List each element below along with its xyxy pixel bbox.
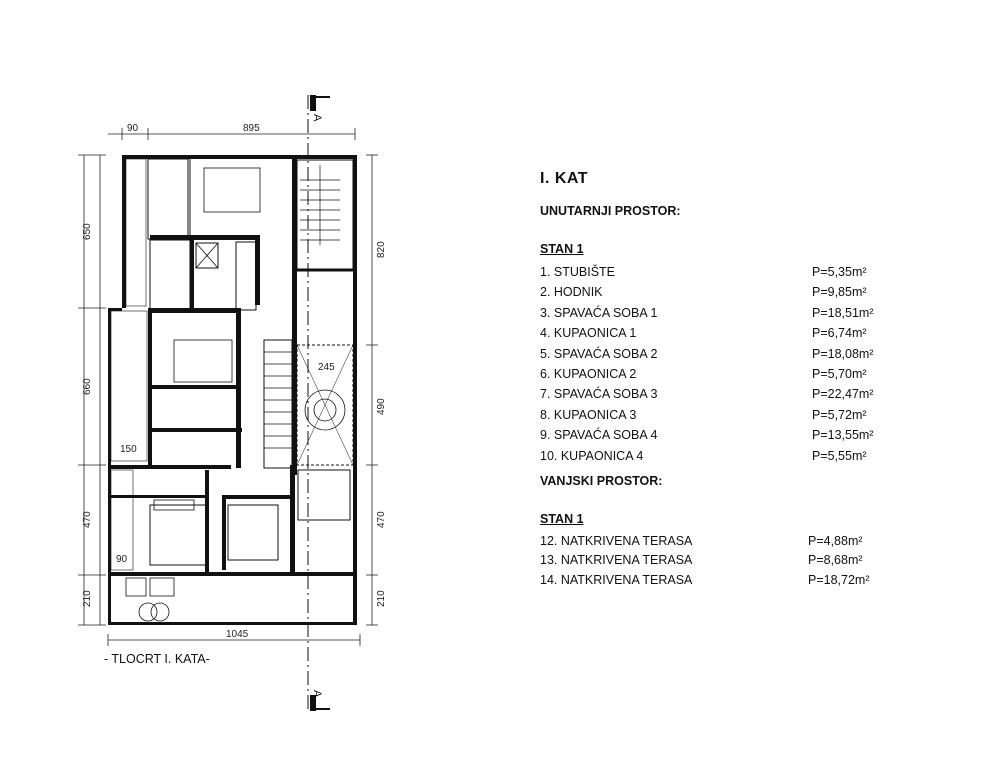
legend-title: I. KAT bbox=[540, 170, 589, 187]
room-row bbox=[540, 384, 876, 404]
room-name: 7. SPAVAĆA SOBA 3 bbox=[540, 387, 658, 402]
room-name: 3. SPAVAĆA SOBA 1 bbox=[540, 305, 658, 320]
room-legend bbox=[540, 170, 900, 590]
room-row bbox=[540, 364, 876, 384]
room-area: P=5,72m² bbox=[812, 407, 867, 422]
dimension-top bbox=[108, 123, 355, 140]
terrace-name: 12. NATKRIVENA TERASA bbox=[540, 533, 693, 548]
dim-left-210: 210 bbox=[82, 590, 93, 607]
section-marker-bottom: A bbox=[311, 690, 323, 698]
exterior-unit: STAN 1 bbox=[540, 511, 584, 526]
dim-inner-245: 245 bbox=[318, 362, 335, 373]
room-name: 1. STUBIŠTE bbox=[540, 265, 616, 279]
terrace-area: P=4,88m² bbox=[808, 533, 863, 548]
interior-room-list bbox=[540, 262, 900, 466]
room-area: P=18,51m² bbox=[812, 305, 874, 320]
terrace-name: 13. NATKRIVENA TERASA bbox=[540, 553, 693, 568]
room-name: 4. KUPAONICA 1 bbox=[540, 326, 637, 341]
room-row bbox=[540, 303, 876, 323]
terrace-row bbox=[540, 551, 872, 571]
dim-left-470: 470 bbox=[82, 511, 93, 528]
room-area: P=5,70m² bbox=[812, 366, 867, 381]
room-row bbox=[540, 425, 876, 445]
room-area: P=5,35m² bbox=[812, 265, 867, 279]
room-name: 6. KUPAONICA 2 bbox=[540, 366, 637, 381]
room-name: 8. KUPAONICA 3 bbox=[540, 407, 637, 422]
section-marker-top: A bbox=[311, 114, 323, 122]
walls bbox=[108, 155, 357, 625]
dim-top-895: 895 bbox=[243, 123, 260, 134]
room-row bbox=[540, 446, 876, 466]
section-line bbox=[308, 95, 330, 711]
dimension-bottom bbox=[108, 629, 360, 646]
dim-bottom-1045: 1045 bbox=[226, 629, 249, 640]
room-row bbox=[540, 323, 876, 343]
interior-heading: UNUTARNJI PROSTOR: bbox=[540, 204, 681, 218]
terrace-row bbox=[540, 532, 872, 552]
room-name: 5. SPAVAĆA SOBA 2 bbox=[540, 346, 658, 361]
dim-right-820: 820 bbox=[376, 241, 387, 258]
dim-top-90: 90 bbox=[127, 123, 139, 134]
dimension-left bbox=[78, 155, 106, 625]
interior-unit: STAN 1 bbox=[540, 242, 584, 256]
dim-right-490: 490 bbox=[376, 398, 387, 415]
dim-left-650: 650 bbox=[82, 223, 93, 240]
room-row bbox=[540, 262, 876, 282]
dim-inner-90: 90 bbox=[116, 554, 128, 565]
room-name: 9. SPAVAĆA SOBA 4 bbox=[540, 428, 658, 443]
room-area: P=22,47m² bbox=[812, 387, 874, 402]
dim-right-210: 210 bbox=[376, 590, 387, 607]
terrace-name: 14. NATKRIVENA TERASA bbox=[540, 572, 693, 587]
room-name: 10. KUPAONICA 4 bbox=[540, 448, 644, 463]
dim-left-660: 660 bbox=[82, 378, 93, 395]
room-area: P=13,55m² bbox=[812, 428, 874, 443]
room-row bbox=[540, 344, 876, 364]
dim-inner-150: 150 bbox=[120, 444, 137, 455]
exterior-room-list bbox=[540, 532, 900, 591]
terrace-row bbox=[540, 571, 872, 591]
dim-right-470: 470 bbox=[376, 511, 387, 528]
room-row bbox=[540, 405, 876, 425]
terrace-area: P=18,72m² bbox=[808, 572, 870, 587]
room-area: P=5,55m² bbox=[812, 448, 867, 463]
dimension-right bbox=[366, 155, 387, 625]
plan-caption: - TLOCRT I. KATA- bbox=[104, 652, 210, 666]
room-row bbox=[540, 282, 876, 302]
terrace-area: P=8,68m² bbox=[808, 553, 863, 568]
exterior-heading: VANJSKI PROSTOR: bbox=[540, 473, 663, 488]
room-area: P=9,85m² bbox=[812, 285, 867, 300]
room-name: 2. HODNIK bbox=[540, 285, 603, 300]
room-area: P=18,08m² bbox=[812, 346, 874, 361]
room-area: P=6,74m² bbox=[812, 326, 867, 341]
